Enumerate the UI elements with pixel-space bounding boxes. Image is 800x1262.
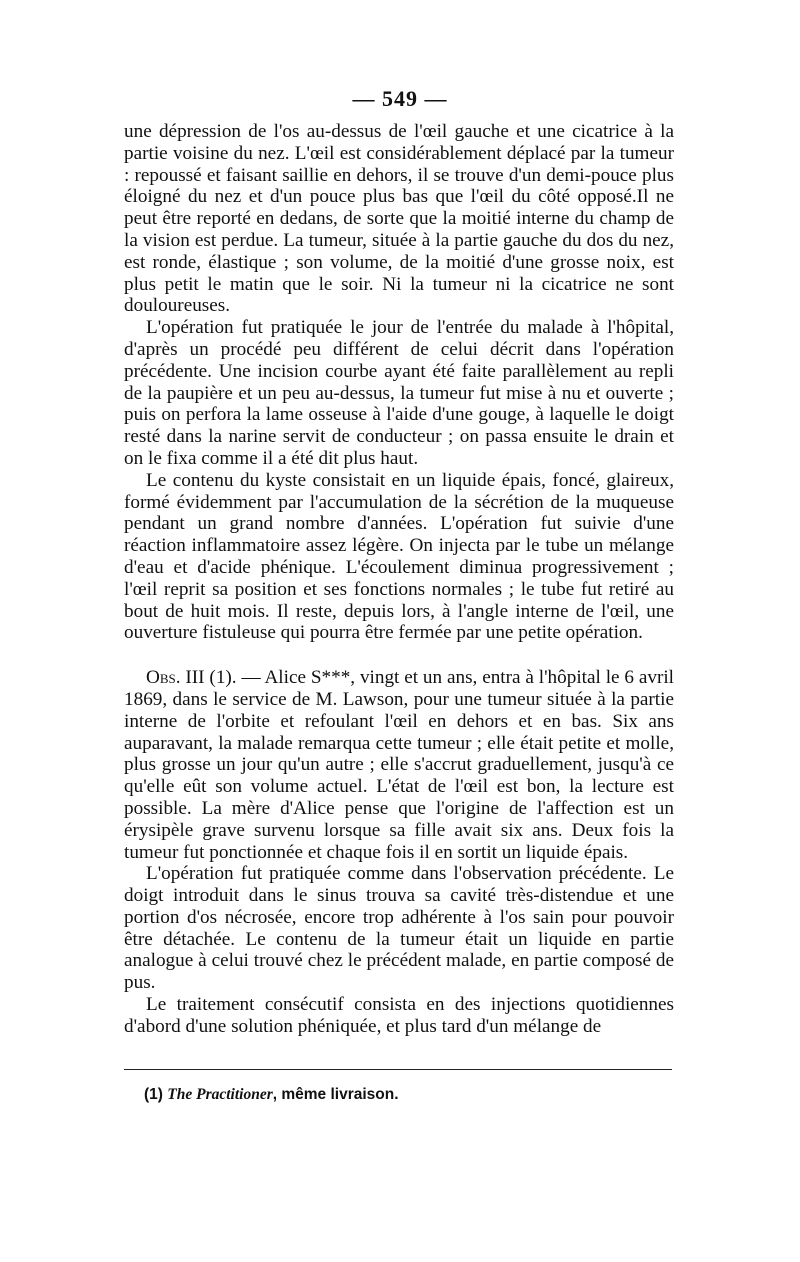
- observation-text: — Alice S***, vingt et un ans, entra à l'hôpital le 6 avril 1869, dans le service de M. Lawson, pour une tumeur située à la partie interne de l'orbite et refoulant l'œil en dehors et en bas. Six ans auparavant, la malade remarqua cette tumeur ; elle était petite et molle, plus grosse un jour qu'un autre ; elle s'accrut graduellement, jusqu'à ce qu'elle eût son volume actuel. L'état de l'œil est bon, la lecture est possible. La mère d'Alice pense que l'origine de l'affection est un érysipèle grave survenu lorsque sa fille avait six ans. Deux fois la tumeur fut ponctionnée et chaque fois il en sortit un liquide épais.: [124, 667, 674, 863]
- paragraph-operation: L'opération fut pratiquée le jour de l'entrée du malade à l'hôpital, d'après un procédé peu différent de celui décrit dans l'opération précédente. Une incision courbe ayant été faite parallèlement au repli de la paupière et un peu au-dessus, la tumeur fut mise à nu et ouverte ; puis on perfora la lame osseuse à l'aide d'une gouge, à laquelle le doigt resté dans la narine servit de conducteur ; on passa ensuite le drain et on le fixa comme il a été dit plus haut.: [124, 317, 674, 469]
- paragraph-cyst-contents: Le contenu du kyste consistait en un liquide épais, foncé, glaireux, formé évidemment par l'accumulation de la sécrétion de la muqueuse pendant un grand nombre d'années. L'opération fut suivie d'une réaction inflammatoire assez légère. On injecta par le tube un mélange d'eau et d'acide phénique. L'écoulement diminua progressivement ; l'œil reprit sa position et ses fonctions normales ; le tube fut retiré au bout de huit mois. Il reste, depuis lors, à l'angle interne de l'œil, une ouverture fistuleuse qui pourra être fermée par une petite opération.: [124, 469, 674, 644]
- page-number: — 549 —: [352, 86, 448, 111]
- paragraph-continuation: une dépression de l'os au-dessus de l'œil gauche et une cicatrice à la partie voisine du nez. L'œil est considérablement déplacé par la tumeur : repoussé et faisant saillie en dehors, il se trouve d'un demi-pouce plus éloigné du nez et d'un pouce plus bas que l'œil du côté opposé.Il ne peut être reporté en dedans, de sorte que la moitié interne du champ de la vision est perdue. La tumeur, située à la partie gauche du dos du nez, est ronde, élastique ; son volume, de la moitié d'une grosse noix, est plus petit le matin que le soir. Ni la tumeur ni la cicatrice ne sont douloureuses.: [124, 121, 674, 317]
- observation-label: Obs. III (1).: [146, 667, 237, 689]
- footnote: [144, 1086, 664, 1104]
- footnote-journal-title: The Practitioner: [167, 1086, 273, 1103]
- footnote-divider: [124, 1069, 672, 1070]
- footnote-text: , même livraison.: [272, 1086, 399, 1103]
- body-text: [124, 121, 674, 1038]
- footnote-marker: (1): [144, 1086, 163, 1103]
- paragraph-second-operation: L'opération fut pratiquée comme dans l'observation précédente. Le doigt introduit dans le sinus trouva sa cavité très-distendue et une portion d'os nécrosée, encore trop adhérente à l'os sain pour pouvoir être détachée. Le contenu de la tumeur était un liquide en partie analogue à celui trouvé chez le précédent malade, en partie composé de pus.: [124, 863, 674, 994]
- paragraph-treatment: Le traitement consécutif consista en des injections quotidiennes d'abord d'une solution phéniquée, et plus tard d'un mélange de: [124, 994, 674, 1037]
- paragraph-observation-3: [124, 667, 674, 863]
